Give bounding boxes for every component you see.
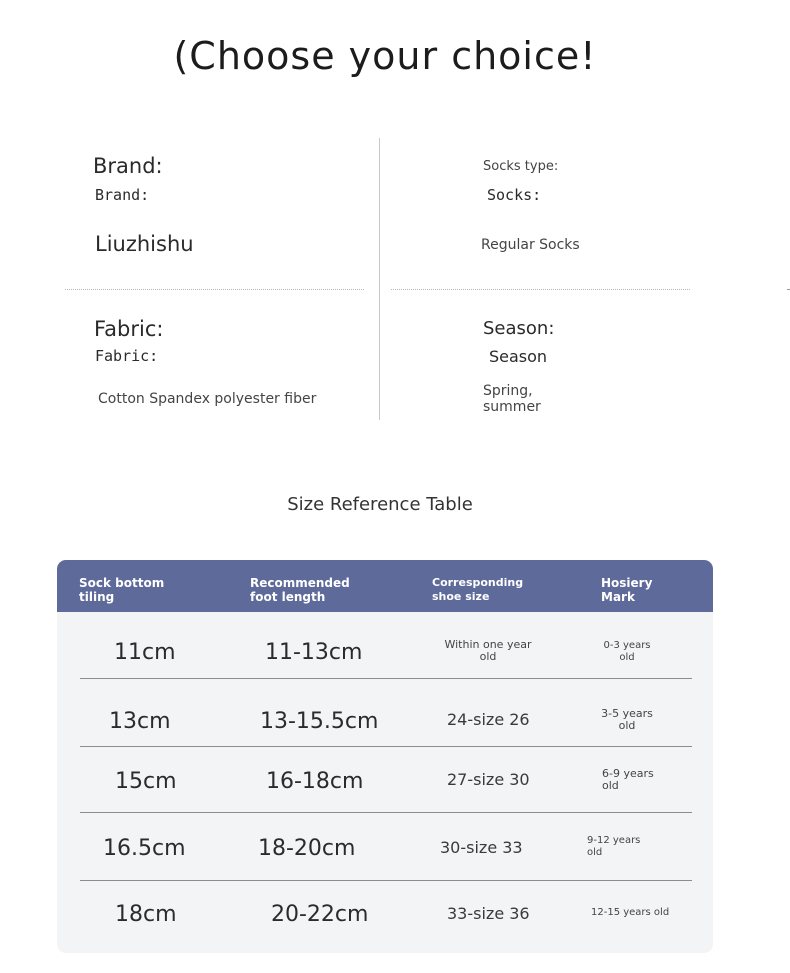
row4-shoe-size: 30-size 33: [440, 838, 523, 857]
row-divider: [80, 746, 692, 747]
row4-tiling: 16.5cm: [103, 836, 186, 861]
row5-foot-length: 20-22cm: [271, 902, 369, 927]
brand-sublabel: Brand:: [95, 186, 150, 204]
dotted-divider-right: [391, 289, 690, 290]
row2-tiling: 13cm: [109, 709, 171, 734]
row3-tiling: 15cm: [115, 769, 177, 794]
row-divider: [80, 880, 692, 881]
season-value-line2: summer: [483, 399, 541, 415]
row5-hosiery-mark: 12-15 years old: [591, 907, 670, 918]
row4-hosiery-mark: 9-12 years old: [587, 835, 641, 858]
row3-shoe-size: 27-size 30: [447, 770, 530, 789]
season-value-line1: Spring,: [483, 383, 533, 399]
page-title: (Choose your choice!: [173, 34, 597, 78]
brand-label: Brand:: [93, 154, 163, 178]
header-shoe-size: Corresponding shoe size: [432, 576, 524, 603]
size-table: [57, 560, 713, 953]
row-divider: [80, 678, 692, 679]
row2-shoe-size: 24-size 26: [447, 710, 530, 729]
row1-foot-length: 11-13cm: [265, 640, 363, 665]
dotted-divider-left: [65, 289, 364, 290]
size-table-header: [57, 560, 713, 612]
fabric-label: Fabric:: [94, 317, 164, 341]
row3-foot-length: 16-18cm: [266, 769, 364, 794]
brand-value: Liuzhishu: [95, 232, 194, 256]
header-foot-length: Recommended foot length: [250, 576, 350, 604]
socks-sublabel: Socks:: [487, 186, 542, 204]
season-label: Season:: [483, 318, 555, 339]
fabric-sublabel: Fabric:: [95, 347, 159, 365]
size-table-title: Size Reference Table: [287, 494, 473, 515]
header-hosiery-mark: Hosiery Mark: [601, 576, 653, 604]
row4-foot-length: 18-20cm: [258, 836, 356, 861]
row5-shoe-size: 33-size 36: [447, 904, 530, 923]
row5-tiling: 18cm: [115, 902, 177, 927]
row1-hosiery-mark: 0-3 years old: [603, 640, 651, 663]
row2-hosiery-mark: 3-5 years old: [601, 707, 653, 732]
fabric-value: Cotton Spandex polyester fiber: [98, 391, 317, 407]
row1-tiling: 11cm: [114, 640, 176, 665]
row2-foot-length: 13-15.5cm: [260, 709, 379, 734]
header-tiling: Sock bottom tiling: [79, 576, 165, 604]
socks-value: Regular Socks: [481, 237, 580, 253]
socks-type-label: Socks type:: [483, 159, 559, 174]
season-sublabel: Season: [489, 347, 548, 366]
row3-hosiery-mark: 6-9 years old: [602, 767, 654, 792]
row1-shoe-size: Within one year old: [444, 638, 532, 663]
row-divider: [80, 812, 692, 813]
vertical-divider: [379, 138, 380, 420]
